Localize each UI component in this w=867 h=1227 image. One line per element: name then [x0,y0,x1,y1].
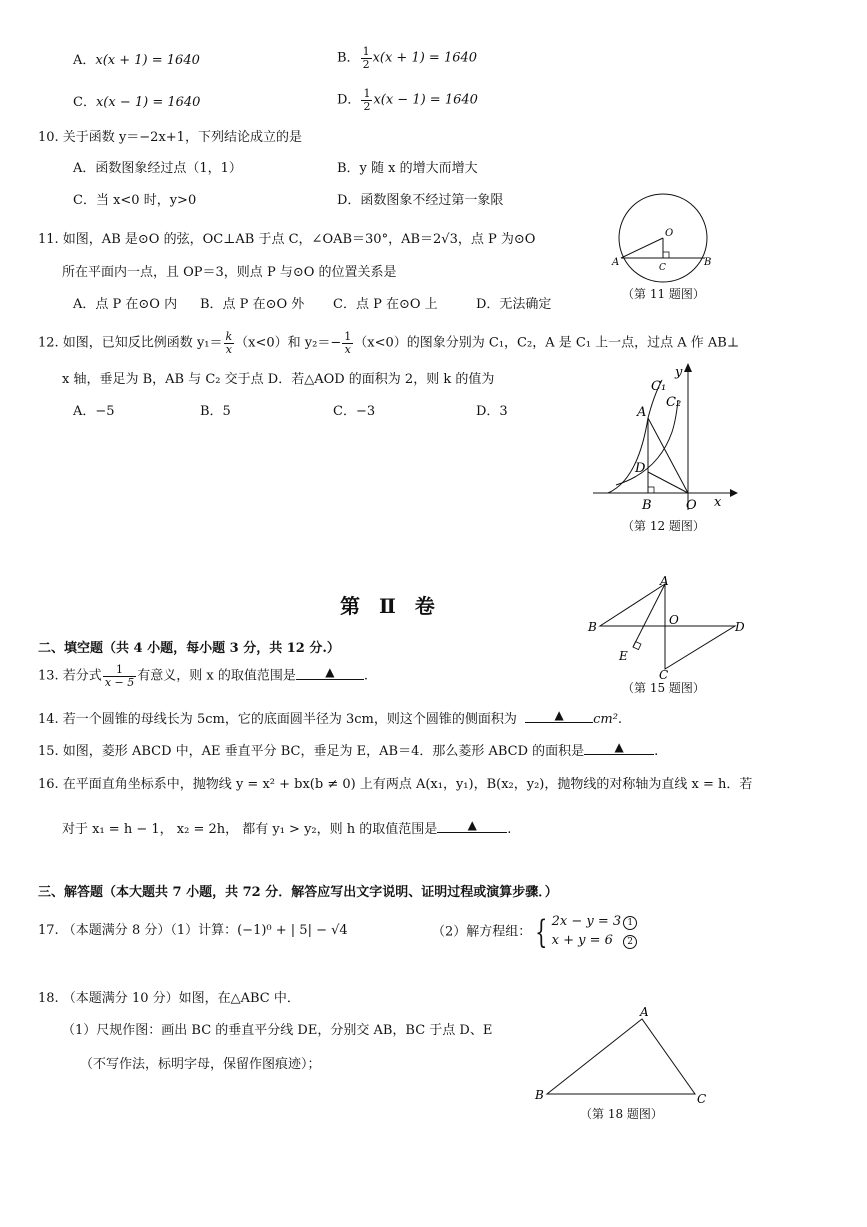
q12-label-c1: C₁ [651,379,667,394]
q11-label-a: A [612,257,620,268]
part2-title: 第 Ⅱ 卷 [340,594,441,618]
q11-option-b: B．点 P 在⊙O 外 [200,297,305,312]
q9-option-d: D． $\frac{1}{2}$ x(x − 1) = 1640 [337,87,478,113]
q18-label-b: B [535,1088,544,1102]
q15-figure [585,575,750,680]
q10-option-d: D．函数图象不经过第一象限 [337,193,504,208]
q15-label-b: B [588,620,597,634]
q18-figure [530,1005,720,1105]
q16-line-2: 对于 x₁ = h − 1， x₂ = 2h， 都有 y₁ > y₂，则 h 的取值范围是 ▲ . [62,818,512,837]
q9-option-b: B． $\frac{1}{2}$ x(x + 1) = 1640 [337,45,478,71]
q11-option-d: D．无法确定 [476,297,552,312]
q12-stem-1: 12. 如图，已知反比例函数 y₁＝ $\frac{k}{x}$ （x<0）和 y₂＝− $\frac{1}{x}$ （x<0）的图象分别为 C₁，C₂，A 是 C₁ 上一点，过点 A 作 AB⊥ [38,330,740,356]
q11-stem-1: 11. 如图，AB 是⊙O 的弦，OC⊥AB 于点 C，∠OAB＝30°，AB＝2√3，点 P 为⊙O [38,232,536,247]
q9-option-c: C．x(x − 1) = 1640 [73,95,201,110]
q15-label-o: O [669,613,679,627]
q18-stem: 18. （本题满分 10 分）如图，在△ABC 中． [38,991,300,1006]
q12-stem-2: x 轴，垂足为 B，AB 与 C₂ 交于点 D．若△AOD 的面积为 2，则 k 的值为 [62,372,495,387]
q10-stem: 10. 关于函数 y＝−2x+1，下列结论成立的是 [38,130,302,145]
q15-label-a: A [660,574,669,588]
q9-option-a: A．x(x + 1) = 1640 [73,53,200,68]
q17-part2: （2）解方程组： { 2x − y = 3 1 x + y = 6 2 [432,913,637,951]
q14-text: 14. 若一个圆锥的母线长为 5cm，它的底面圆半径为 3cm，则这个圆锥的侧面积为 ▲ cm². [38,708,623,727]
q13-text: 13. 若分式 $\frac{1}{x - 5}$ 有意义，则 x 的取值范围是 ▲ . [38,663,368,689]
q15-caption: （第 15 题图） [622,681,705,695]
section2-heading: 二、填空题（共 4 小题，每小题 3 分，共 12 分.） [38,641,340,656]
q18-caption: （第 18 题图） [580,1107,663,1121]
q12-option-b: B．5 [200,404,231,419]
q18-part1-note: （不写作法，标明字母，保留作图痕迹）； [80,1057,321,1072]
q12-label-a: A [637,405,647,420]
q15-text: 15. 如图，菱形 ABCD 中，AE 垂直平分 BC，垂足为 E，AB＝4．那么菱形 ABCD 的面积是 ▲ . [38,740,659,759]
q10-option-a: A．函数图象经过点（1，1） [73,161,242,176]
q18-label-c: C [697,1092,707,1106]
q15-label-d: D [735,620,745,634]
q16-line-1: 16. 在平面直角坐标系中，抛物线 y = x² + bx(b ≠ 0) 上有两点 A(x₁，y₁)，B(x₂，y₂)，抛物线的对称轴为直线 x = h．若 [38,777,753,792]
q15-label-e: E [619,649,628,663]
q12-label-d: D [635,461,646,476]
q11-option-c: C．点 P 在⊙O 上 [333,297,438,312]
q12-label-c2: C₂ [666,395,682,410]
q11-label-o: O [665,228,674,239]
q12-option-c: C．−3 [333,404,376,419]
q12-option-d: D．3 [476,404,508,419]
q11-option-a: A．点 P 在⊙O 内 [73,297,178,312]
q17-part1: 17. （本题满分 8 分）（1）计算：(−1)⁰ + | 5| − √4 [38,923,348,938]
q12-label-b: B [642,498,652,513]
q11-caption: （第 11 题图） [622,287,705,301]
q11-label-b: B [704,257,712,268]
q11-figure [610,190,720,290]
q12-caption: （第 12 题图） [622,519,705,533]
q12-label-x: x [714,495,722,510]
q10-option-c: C．当 x<0 时，y>0 [73,193,197,208]
q18-label-a: A [640,1005,649,1019]
section3-heading: 三、解答题（本大题共 7 小题，共 72 分．解答应写出文字说明、证明过程或演算步骤．） [38,885,558,900]
q15-label-c: C [659,668,669,682]
q18-part1: （1）尺规作图：画出 BC 的垂直平分线 DE，分别交 AB，BC 于点 D、E [62,1023,493,1038]
q10-option-b: B．y 随 x 的增大而增大 [337,161,478,176]
q11-stem-2: 所在平面内一点，且 OP＝3，则点 P 与⊙O 的位置关系是 [62,265,397,280]
q12-label-y: y [675,365,683,380]
q12-figure [588,360,738,515]
q12-option-a: A．−5 [73,404,115,419]
q11-label-c: C [659,263,666,273]
q12-label-o: O [686,498,697,513]
